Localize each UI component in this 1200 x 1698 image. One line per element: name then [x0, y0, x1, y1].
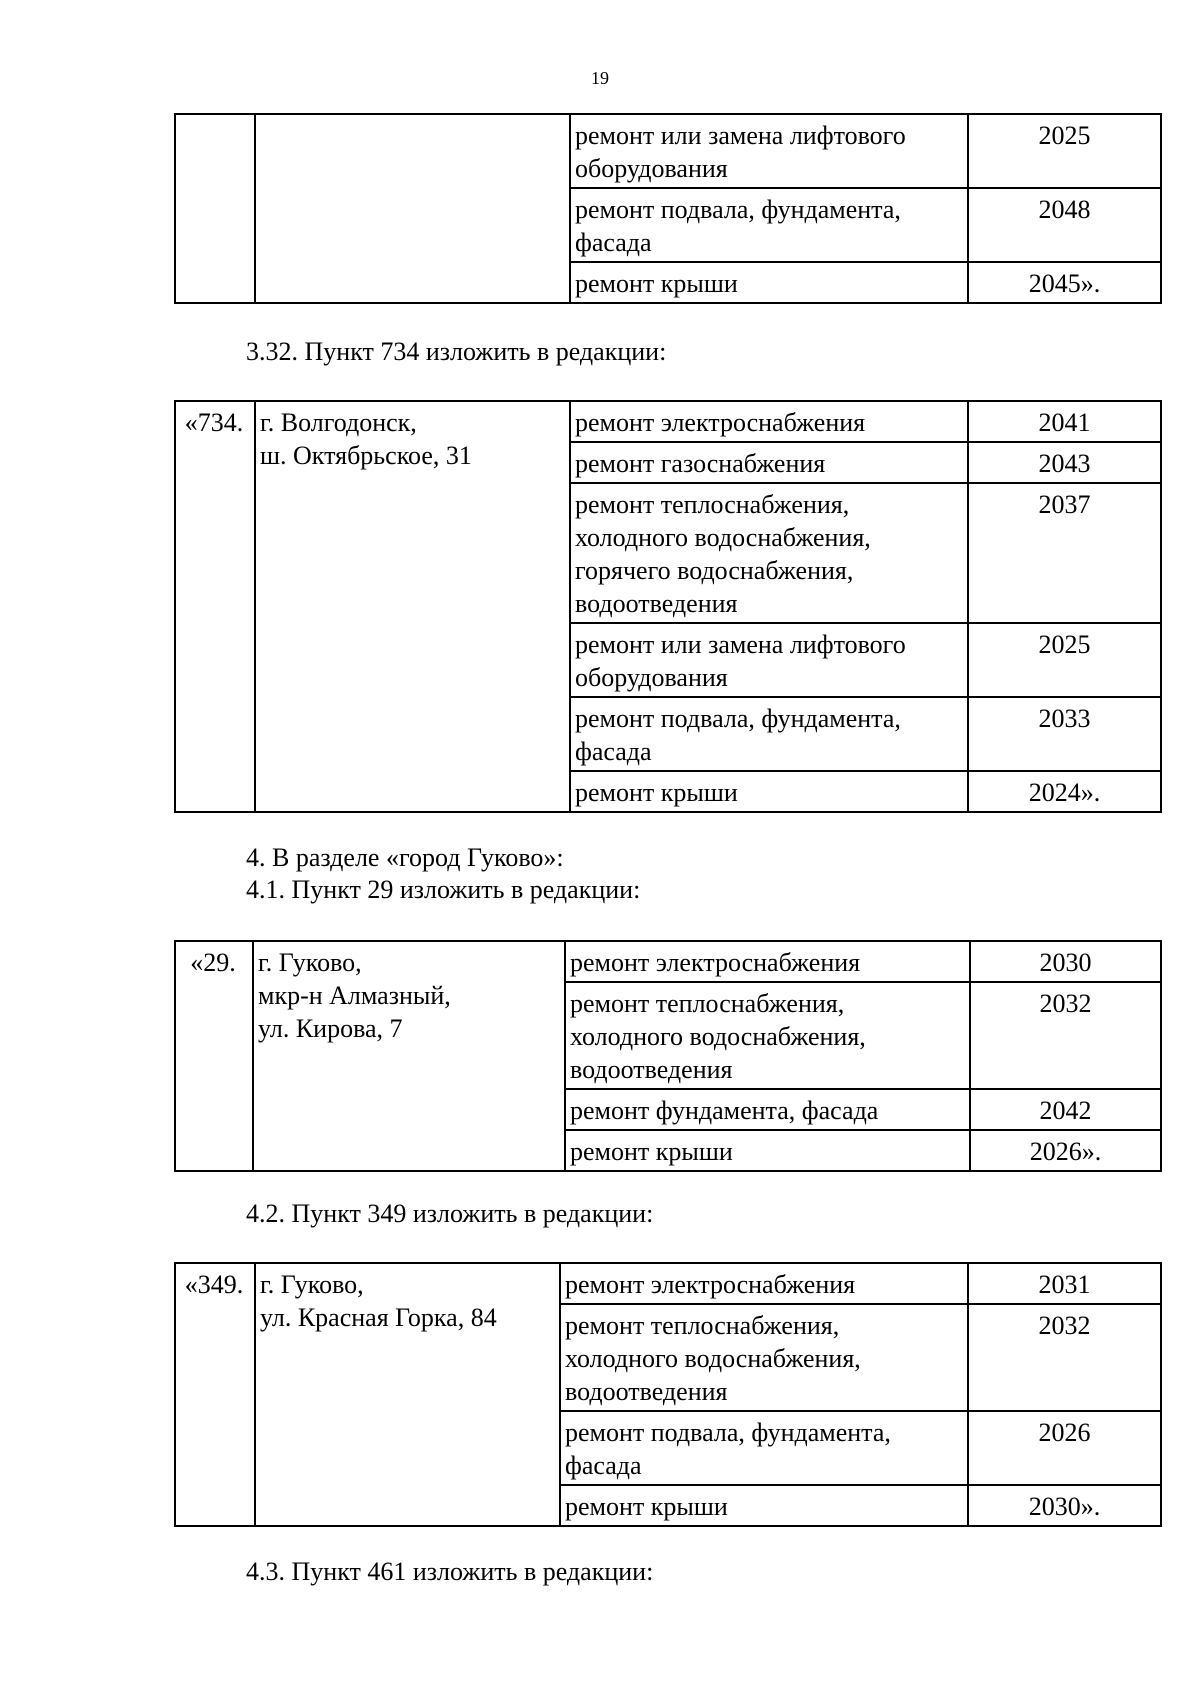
work-cell: ремонт газоснабжения: [570, 442, 968, 483]
year-cell: 2041: [968, 401, 1161, 442]
work-cell: ремонт теплоснабжения, холодного водоснабжения, водоотведения: [565, 982, 970, 1089]
year-cell: 2031: [968, 1263, 1161, 1304]
year-cell: 2045».: [968, 262, 1161, 303]
table-734: [174, 400, 1162, 813]
work-cell: ремонт электроснабжения: [565, 941, 970, 982]
address-cell: г. Гуково, ул. Красная Горка, 84: [255, 1263, 560, 1526]
year-cell: 2026».: [970, 1130, 1161, 1171]
table-row: [175, 1263, 1161, 1304]
work-cell: ремонт подвала, фундамента, фасада: [570, 188, 968, 262]
year-cell: 2024».: [968, 771, 1161, 812]
item-number-cell: [175, 114, 255, 303]
table-349: [174, 1262, 1162, 1527]
year-cell: 2043: [968, 442, 1161, 483]
table-row: [175, 401, 1161, 442]
work-cell: ремонт крыши: [570, 262, 968, 303]
work-cell: ремонт фундамента, фасада: [565, 1089, 970, 1130]
year-cell: 2033: [968, 697, 1161, 771]
work-cell: ремонт электроснабжения: [570, 401, 968, 442]
work-cell: ремонт теплоснабжения, холодного водоснабжения, водоотведения: [560, 1304, 968, 1411]
work-cell: ремонт или замена лифтового оборудования: [570, 114, 968, 188]
work-cell: ремонт теплоснабжения, холодного водоснабжения, горячего водоснабжения, водоотведения: [570, 483, 968, 623]
table-29: [174, 940, 1162, 1172]
work-cell: ремонт крыши: [570, 771, 968, 812]
year-cell: 2025: [968, 623, 1161, 697]
work-cell: ремонт электроснабжения: [560, 1263, 968, 1304]
work-cell: ремонт подвала, фундамента, фасада: [570, 697, 968, 771]
page-number: 19: [591, 68, 609, 88]
paragraph-4-3: 4.3. Пункт 461 изложить в редакции:: [246, 1557, 654, 1586]
work-cell: ремонт или замена лифтового оборудования: [570, 623, 968, 697]
item-number-cell: «734.: [175, 401, 255, 812]
table-row: [175, 114, 1161, 188]
year-cell: 2032: [968, 1304, 1161, 1411]
work-cell: ремонт крыши: [560, 1485, 968, 1526]
work-cell: ремонт подвала, фундамента, фасада: [560, 1411, 968, 1485]
paragraph-3-32: 3.32. Пункт 734 изложить в редакции:: [246, 337, 667, 366]
year-cell: 2048: [968, 188, 1161, 262]
year-cell: 2025: [968, 114, 1161, 188]
table-row: [175, 941, 1161, 982]
year-cell: 2037: [968, 483, 1161, 623]
item-number-cell: «29.: [175, 941, 253, 1171]
year-cell: 2030».: [968, 1485, 1161, 1526]
year-cell: 2042: [970, 1089, 1161, 1130]
item-number-cell: «349.: [175, 1263, 255, 1526]
paragraph-4-1: 4.1. Пункт 29 изложить в редакции:: [246, 875, 641, 904]
work-cell: ремонт крыши: [565, 1130, 970, 1171]
table-continued: [174, 113, 1162, 304]
address-cell: г. Волгодонск, ш. Октябрьское, 31: [255, 401, 570, 812]
year-cell: 2030: [970, 941, 1161, 982]
paragraph-4-2: 4.2. Пункт 349 изложить в редакции:: [246, 1199, 654, 1228]
paragraph-4: 4. В разделе «город Гуково»:: [246, 843, 564, 872]
address-cell: [255, 114, 570, 303]
address-cell: г. Гуково, мкр-н Алмазный, ул. Кирова, 7: [253, 941, 565, 1171]
year-cell: 2026: [968, 1411, 1161, 1485]
year-cell: 2032: [970, 982, 1161, 1089]
